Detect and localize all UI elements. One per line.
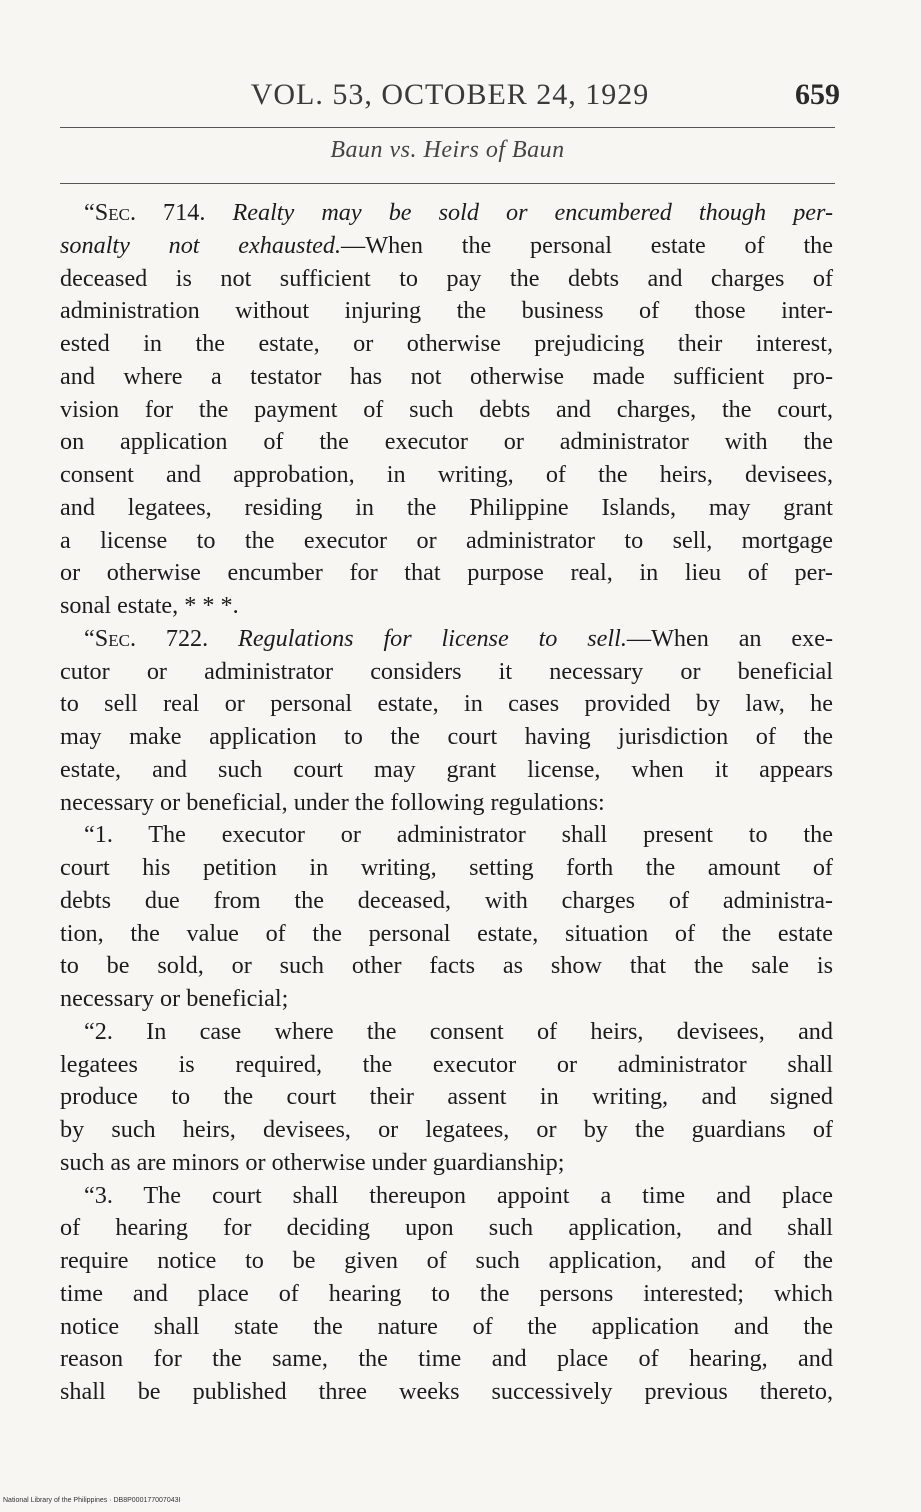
- line-rest: cutor or administrator considers it necessary or beneficial: [60, 657, 833, 685]
- running-title: VOL. 53, OCTOBER 24, 1929: [250, 78, 650, 111]
- line-rest: to sell real or personal estate, in cases provided by law, he: [60, 690, 833, 718]
- case-title: Baun vs. Heirs of Baun: [330, 137, 565, 163]
- line-rest: administration without injuring the business of those inter-: [60, 297, 833, 325]
- text-line: [60, 1278, 833, 1311]
- line-rest: of hearing for deciding upon such application, and shall: [60, 1214, 833, 1242]
- text-line: [60, 328, 833, 361]
- line-sc: Sec: [94, 199, 130, 226]
- text-line: [60, 197, 833, 230]
- text-line: [60, 1311, 833, 1344]
- header-rule-top: [60, 127, 835, 128]
- text-line: [60, 361, 833, 394]
- text-line: [60, 754, 833, 787]
- text-line: [60, 492, 833, 525]
- text-line: [60, 1081, 833, 1114]
- text-line: [60, 459, 833, 492]
- paragraph-sec-714: [60, 197, 833, 623]
- text-line: [60, 819, 833, 852]
- line-rest: such as are minors or otherwise under guardianship;: [60, 1148, 565, 1176]
- line-rest: “2. In case where the consent of heirs, devisees, and: [84, 1017, 833, 1045]
- text-line: [60, 557, 833, 590]
- paragraph-reg-3: [60, 1180, 833, 1409]
- line-rest: may make application to the court having jurisdiction of the: [60, 723, 833, 750]
- line-sc: Sec: [94, 624, 130, 652]
- line-rest: “1. The executor or administrator shall present to the: [84, 821, 833, 849]
- line-rest: time and place of hearing to the persons interested; which: [60, 1279, 833, 1307]
- text-line: [60, 590, 833, 623]
- line-rest: ested in the estate, or otherwise prejudicing their interest,: [60, 330, 833, 357]
- line-rest: sonal estate, * * *.: [60, 592, 239, 619]
- text-line: [60, 295, 833, 328]
- line-rest: shall be published three weeks successively previous thereto,: [60, 1378, 833, 1405]
- text-line: [60, 1343, 833, 1376]
- text-line: [60, 394, 833, 427]
- line-rest: and where a testator has not otherwise made sufficient pro-: [60, 362, 833, 390]
- line-rest: on application of the executor or administrator with the: [60, 428, 833, 456]
- line-rest: produce to the court their assent in writing, and signed: [60, 1083, 833, 1111]
- text-line: [60, 525, 833, 558]
- text-line: [60, 656, 833, 689]
- paragraph-sec-722: [60, 623, 833, 820]
- line-rest: tion, the value of the personal estate, situation of the estate: [60, 919, 833, 947]
- text-line: [60, 983, 833, 1016]
- paragraph-reg-2: [60, 1016, 833, 1180]
- line-rest: to be sold, or such other facts as show that the sale is: [60, 952, 833, 980]
- line-pre: “: [84, 624, 95, 652]
- line-rest: estate, and such court may grant license, when it appears: [60, 755, 833, 783]
- line-post: . 722.: [129, 624, 239, 652]
- line-rest: by such heirs, devisees, or legatees, or by the guardians of: [60, 1116, 833, 1143]
- line-italic: Regulations for license to sell.: [238, 624, 627, 652]
- text-line: [60, 230, 833, 263]
- line-rest: legatees is required, the executor or administrator shall: [60, 1050, 833, 1078]
- line-rest: vision for the payment of such debts and charges, the court,: [60, 395, 833, 423]
- text-line: [60, 426, 833, 459]
- text-line: [60, 1016, 833, 1049]
- line-post: . 714.: [129, 199, 233, 226]
- source-footer-note: National Library of the Philippines · DB8P000177007043I: [3, 1497, 181, 1504]
- line-rest: —When the personal estate of the: [341, 231, 833, 259]
- text-line: [60, 1180, 833, 1213]
- header-rule-bottom: [60, 183, 835, 184]
- text-line: [60, 1147, 833, 1180]
- text-line: [60, 1212, 833, 1245]
- text-line: [60, 1245, 833, 1278]
- line-rest: notice shall state the nature of the application and the: [60, 1312, 833, 1340]
- text-line: [60, 623, 833, 656]
- line-rest: or otherwise encumber for that purpose real, in lieu of per-: [60, 559, 833, 587]
- line-italic: Realty may be sold or encumbered though per-: [232, 199, 834, 226]
- line-rest: debts due from the deceased, with charges of administra-: [60, 886, 833, 914]
- page-number: 659: [795, 78, 840, 111]
- line-rest: “3. The court shall thereupon appoint a time and place: [84, 1181, 833, 1209]
- line-pre: “: [84, 199, 95, 226]
- text-line: [60, 787, 833, 820]
- line-italic: sonalty not exhausted.: [60, 231, 342, 259]
- paragraph-reg-1: [60, 819, 833, 1016]
- text-line: [60, 721, 833, 754]
- line-rest: deceased is not sufficient to pay the debts and charges of: [60, 264, 833, 292]
- line-rest: and legatees, residing in the Philippine Islands, may grant: [60, 493, 833, 521]
- text-line: [60, 1114, 833, 1147]
- text-line: [60, 950, 833, 983]
- line-rest: —When an exe-: [626, 624, 834, 652]
- line-rest: require notice to be given of such application, and of the: [60, 1247, 833, 1274]
- line-rest: court his petition in writing, setting forth the amount of: [60, 854, 833, 881]
- text-line: [60, 1049, 833, 1082]
- line-rest: reason for the same, the time and place of hearing, and: [60, 1345, 833, 1373]
- line-rest: a license to the executor or administrator to sell, mortgage: [60, 526, 833, 554]
- body-text: [60, 197, 833, 1409]
- text-line: [60, 1376, 833, 1409]
- text-line: [60, 885, 833, 918]
- text-line: [60, 852, 833, 885]
- text-line: [60, 688, 833, 721]
- text-line: [60, 263, 833, 296]
- line-rest: consent and approbation, in writing, of the heirs, devisees,: [60, 461, 833, 488]
- text-line: [60, 918, 833, 951]
- page-header: [60, 78, 840, 118]
- line-rest: necessary or beneficial, under the following regulations:: [60, 788, 605, 816]
- line-rest: necessary or beneficial;: [60, 985, 289, 1012]
